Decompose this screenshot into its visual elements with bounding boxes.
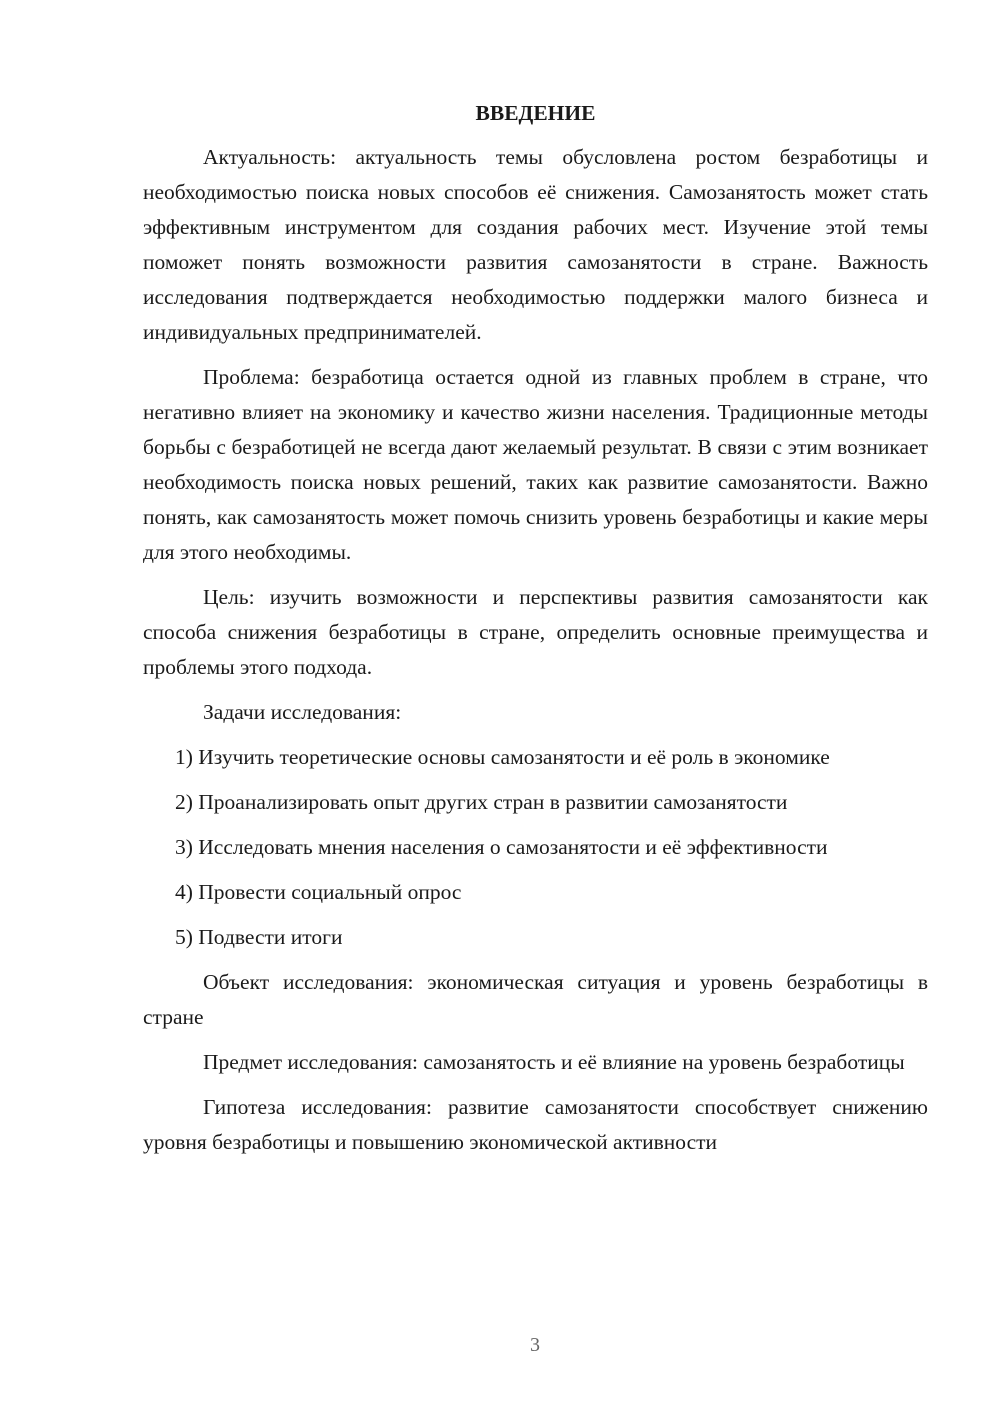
paragraph-hypothesis: Гипотеза исследования: развитие самозанятости способствует снижению уровня безработицы и повышению экономической активности bbox=[143, 1095, 928, 1154]
paragraph-goal: Цель: изучить возможности и перспективы развития самозанятости как способа снижения безработицы в стране, определить основные преимущества и проблемы этого подхода. bbox=[143, 585, 928, 679]
list-item: 4) Провести социальный опрос bbox=[175, 880, 462, 904]
document-page bbox=[143, 96, 928, 1170]
list-item: 5) Подвести итоги bbox=[175, 925, 343, 949]
paragraph-relevance: Актуальность: актуальность темы обусловлена ростом безработицы и необходимостью поиска новых способов её снижения. Самозанятость может стать эффективным инструментом для создания рабочих мест. Изучение этой темы поможет понять возможности развития самозанятости в стране. Важность исследования подтверждается необходимостью поддержки малого бизнеса и индивидуальных предпринимателей. bbox=[143, 145, 928, 344]
list-item: 2) Проанализировать опыт других стран в развитии самозанятости bbox=[175, 790, 788, 814]
list-item: 1) Изучить теоретические основы самозанятости и её роль в экономике bbox=[175, 745, 830, 769]
list-item: 3) Исследовать мнения населения о самозанятости и её эффективности bbox=[175, 835, 828, 859]
page-number: 3 bbox=[530, 1334, 540, 1356]
paragraph-problem: Проблема: безработица остается одной из главных проблем в стране, что негативно влияет на экономику и качество жизни населения. Традиционные методы борьбы с безработицей не всегда дают желаемый результат. В связи с этим возникает необходимость поиска новых решений, таких как развитие самозанятости. Важно понять, как самозанятость может помочь снизить уровень безработицы и какие меры для этого необходимы. bbox=[143, 365, 928, 564]
paragraph-subject: Предмет исследования: самозанятость и её влияние на уровень безработицы bbox=[203, 1050, 905, 1074]
paragraph-tasks-heading: Задачи исследования: bbox=[203, 700, 402, 724]
paragraph-object: Объект исследования: экономическая ситуация и уровень безработицы в стране bbox=[143, 970, 928, 1029]
section-title: ВВЕДЕНИЕ bbox=[475, 101, 596, 125]
tasks-list bbox=[143, 740, 928, 955]
